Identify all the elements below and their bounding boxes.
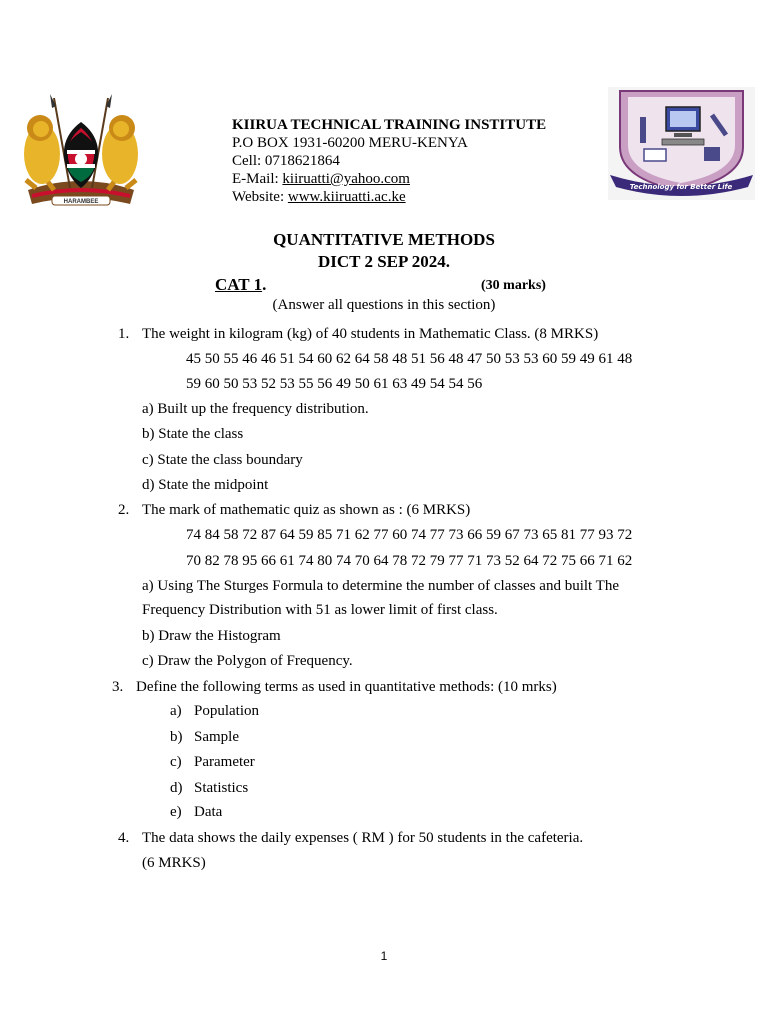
cat-label: CAT 1: [215, 275, 263, 294]
page-number: 1: [380, 949, 388, 963]
exam-class-date: DICT 2 SEP 2024.: [318, 252, 450, 271]
institute-name: KIIRUA TECHNICAL TRAINING INSTITUTE: [232, 117, 547, 133]
q3-number: 3.: [112, 679, 124, 695]
q1-part-a: a) Built up the frequency distribution.: [142, 401, 369, 417]
q3-item-text: Statistics: [194, 780, 249, 796]
q1-data-line-2: 59 60 50 53 52 53 55 56 49 50 61 63 49 54 54 56: [186, 376, 483, 392]
q3-item-text: Data: [194, 804, 223, 820]
institute-email: [232, 170, 410, 188]
website-link[interactable]: www.kiiruatti.ac.ke: [287, 189, 406, 205]
email-link[interactable]: kiiruatti@yahoo.com: [282, 171, 410, 187]
institute-logo: [608, 87, 755, 200]
q2-number: 2.: [118, 502, 130, 518]
q1-part-b: b) State the class: [142, 426, 244, 442]
q2-text: The mark of mathematic quiz as shown as : (6 MRKS): [142, 502, 471, 518]
q2-part-a-line-1: a) Using The Sturges Formula to determine the number of classes and built The: [142, 578, 619, 594]
q1-part-c: c) State the class boundary: [142, 452, 303, 468]
q1-part-d: d) State the midpoint: [142, 477, 269, 493]
logo-tagline: Technology for Better Life: [629, 183, 733, 191]
cat-dot: .: [262, 275, 267, 294]
q1-text: The weight in kilogram (kg) of 40 students in Mathematic Class. (8 MRKS): [142, 326, 599, 342]
q3-item-text: Population: [194, 703, 260, 719]
q2-part-b: b) Draw the Histogram: [142, 628, 281, 644]
cell-number: 0718621864: [264, 153, 340, 169]
coat-of-arms-logo: [14, 92, 148, 212]
q2-data-line-2: 70 82 78 95 66 61 74 80 74 70 64 78 72 79 77 71 73 52 64 72 75 66 71 62: [186, 553, 633, 569]
total-marks: (30 marks): [481, 278, 546, 293]
q3-item-label: a): [170, 703, 182, 719]
q3-item-text: Sample: [194, 729, 239, 745]
q4-text: The data shows the daily expenses ( RM ) for 50 students in the cafeteria.: [142, 830, 584, 846]
q3-item-label: e): [170, 804, 182, 820]
exam-subject-title: QUANTITATIVE METHODS: [273, 230, 495, 249]
q3-item-label: d): [170, 780, 183, 796]
coat-motto-text: HARAMBEE: [63, 199, 99, 205]
instructions: (Answer all questions in this section): [272, 297, 496, 313]
q2-part-c: c) Draw the Polygon of Frequency.: [142, 653, 353, 669]
q1-data-line-1: 45 50 55 46 46 51 54 60 62 64 58 48 51 56 48 47 50 53 53 60 59 49 61 48: [186, 351, 633, 367]
q3-text: Define the following terms as used in quantitative methods: (10 mrks): [136, 679, 557, 695]
q2-part-a-line-2: Frequency Distribution with 51 as lower limit of first class.: [142, 602, 498, 618]
institute-address: P.O BOX 1931-60200 MERU-KENYA: [232, 135, 468, 151]
q3-item-text: Parameter: [194, 754, 255, 770]
q3-item-label: b): [170, 729, 183, 745]
institute-website: [232, 188, 406, 206]
cat-heading: [215, 275, 266, 295]
q2-data-line-1: 74 84 58 72 87 64 59 85 71 62 77 60 74 77 73 66 59 67 73 65 81 77 93 72: [186, 527, 633, 543]
cell-label: Cell:: [232, 153, 265, 169]
email-label: E-Mail:: [232, 171, 283, 187]
website-label: Website:: [232, 189, 288, 205]
q1-number: 1.: [118, 326, 130, 342]
q4-number: 4.: [118, 830, 130, 846]
q3-item-label: c): [170, 754, 182, 770]
q4-marks: (6 MRKS): [142, 855, 206, 871]
institute-cell: [232, 152, 340, 170]
